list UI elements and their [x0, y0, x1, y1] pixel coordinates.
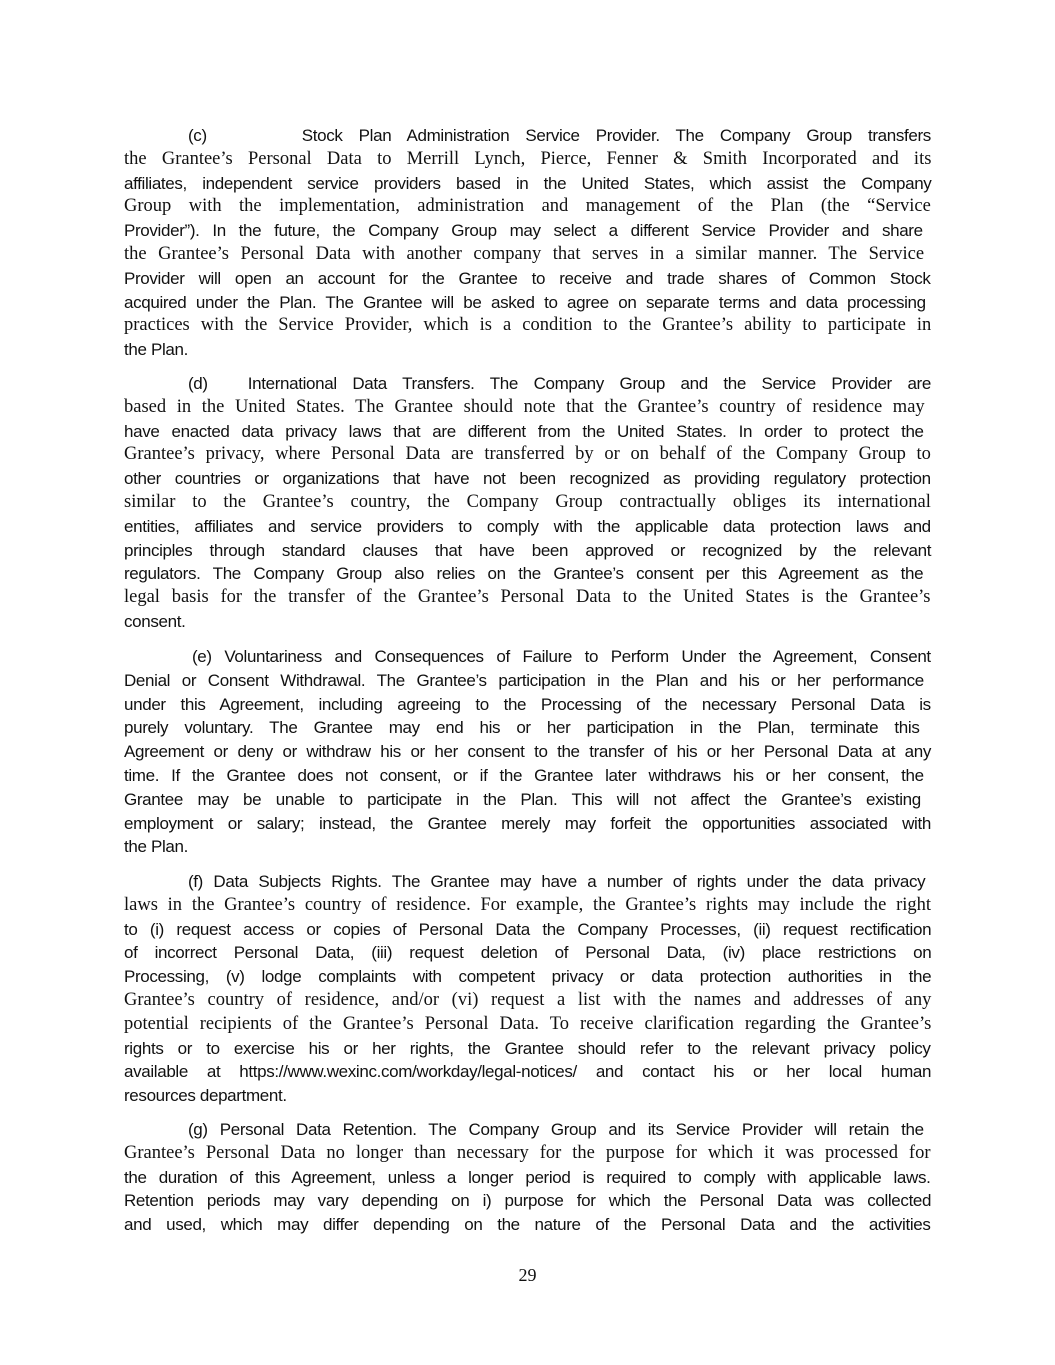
section-d-line-5: other countries or organizations that have not been recognized as providing regulatory protection	[124, 469, 931, 489]
section-c-line-4: Group with the implementation, administration and management of the Plan (the “Service	[124, 196, 931, 217]
section-e-line-2: Denial or Consent Withdrawal. The Grantee’s participation in the Plan and his or her performance	[124, 670, 924, 690]
section-d-line-10: legal basis for the transfer of the Grantee’s Personal Data to the United States is the Grantee’s	[124, 587, 931, 608]
section-c-line-5: Provider”). In the future, the Company Group may select a different Service Provider and share	[124, 221, 923, 241]
section-f-line-2: laws in the Grantee’s country of residence. For example, the Grantee’s rights may include the right	[124, 894, 932, 915]
section-d-line-1: (d) International Data Transfers. The Company Group and the Service Provider are	[188, 374, 931, 393]
section-e-line-3: under this Agreement, including agreeing to the Processing of the necessary Personal Data is	[124, 694, 931, 714]
section-d-line-8: principles through standard clauses that have been approved or recognized by the relevant	[124, 540, 932, 560]
section-c-line-6: the Grantee’s Personal Data with another company that serves in a similar manner. The Service	[124, 243, 925, 264]
section-e-line-7: Grantee may be unable to participate in the Plan. This will not affect the Grantee’s existing	[124, 789, 921, 809]
section-d-label: (d)	[188, 374, 208, 393]
section-g-line-4: Retention periods may vary depending on i) purpose for which the Personal Data was collected	[124, 1191, 932, 1211]
page-number: 29	[518, 1265, 537, 1285]
section-c-label: (c)	[188, 126, 207, 145]
section-d-line-3: have enacted data privacy laws that are different from the United States. In order to protect the	[124, 421, 924, 441]
section-f-line-7: potential recipients of the Grantee’s Personal Data. To receive clarification regarding the Grantee’s	[124, 1013, 932, 1034]
section-f-line-10: resources department.	[124, 1086, 287, 1106]
section-c-line-2: the Grantee’s Personal Data to Merrill Lynch, Pierce, Fenner & Smith Incorporated and its	[124, 148, 932, 169]
section-d-line-7: entities, affiliates and service providers to comply with the applicable data protection laws and	[124, 516, 931, 536]
section-f-line-5: Processing, (v) lodge complaints with competent privacy or data protection authorities in the	[124, 967, 932, 987]
section-g	[124, 1118, 931, 1237]
section-f	[124, 870, 931, 1108]
section-d-line-2: based in the United States. The Grantee should note that the Grantee’s country of residence may	[124, 396, 925, 417]
section-e-line-6: time. If the Grantee does not consent, or if the Grantee later withdraws his or her consent, the	[124, 765, 924, 785]
section-d-line-4: Grantee’s privacy, where Personal Data are transferred by or on behalf of the Company Group to	[124, 444, 931, 465]
section-f-line-9: available at https://www.wexinc.com/workday/legal-notices/ and contact his or her local human	[124, 1062, 932, 1082]
section-g-line-5: and used, which may differ depending on the nature of the Personal Data and the activities	[124, 1215, 931, 1235]
section-g-line-2: Grantee’s Personal Data no longer than necessary for the purpose for which it was processed for	[124, 1142, 931, 1163]
section-f-line-6: Grantee’s country of residence, and/or (vi) request a list with the names and addresses of any	[124, 989, 932, 1010]
section-c-line-10: the Plan.	[124, 340, 188, 360]
section-c	[124, 124, 931, 362]
section-f-line-4: of incorrect Personal Data, (iii) request deletion of Personal Data, (iv) place restrictions on	[124, 943, 932, 963]
section-e-line-4: purely voluntary. The Grantee may end his or her participation in the Plan, terminate this	[124, 718, 920, 738]
section-f-line-1: (f) Data Subjects Rights. The Grantee may have a number of rights under the data privacy	[188, 872, 926, 891]
section-e-line-1: (e) Voluntariness and Consequences of Failure to Perform Under the Agreement, Consent	[192, 647, 931, 666]
section-f-line-3: to (i) request access or copies of Personal Data the Company Processes, (ii) request rectification	[124, 919, 932, 939]
section-c-line-3: affiliates, independent service providers based in the United States, which assist the Company	[124, 173, 932, 193]
section-g-line-1: (g) Personal Data Retention. The Company Group and its Service Provider will retain the	[188, 1120, 924, 1139]
section-c-line-1: (c) Stock Plan Administration Service Provider. The Company Group transfers	[188, 126, 931, 145]
section-c-line-9: practices with the Service Provider, which is a condition to the Grantee’s ability to participate in	[124, 315, 932, 336]
section-f-line-8: rights or to exercise his or her rights, the Grantee should refer to the relevant privacy policy	[124, 1038, 931, 1058]
section-c-line-8: acquired under the Plan. The Grantee will be asked to agree on separate terms and data processing	[124, 292, 926, 312]
section-c-line-7: Provider will open an account for the Grantee to receive and trade shares of Common Stock	[124, 268, 931, 288]
section-e-line-8: employment or salary; instead, the Grantee merely may forfeit the opportunities associated with	[124, 813, 931, 833]
section-g-line-3: the duration of this Agreement, unless a longer period is required to comply with applicable laws.	[124, 1167, 931, 1187]
section-d-line-6: similar to the Grantee’s country, the Company Group contractually obliges its international	[124, 491, 931, 512]
section-d	[124, 372, 931, 634]
section-e	[124, 645, 931, 859]
section-e-line-5: Agreement or deny or withdraw his or her consent to the transfer of his or her Personal Data at any	[124, 742, 932, 762]
section-d-line-11: consent.	[124, 611, 186, 631]
section-d-line-9: regulators. The Company Group also relies on the Grantee’s consent per this Agreement as the	[124, 564, 924, 584]
section-e-line-9: the Plan.	[124, 837, 188, 857]
